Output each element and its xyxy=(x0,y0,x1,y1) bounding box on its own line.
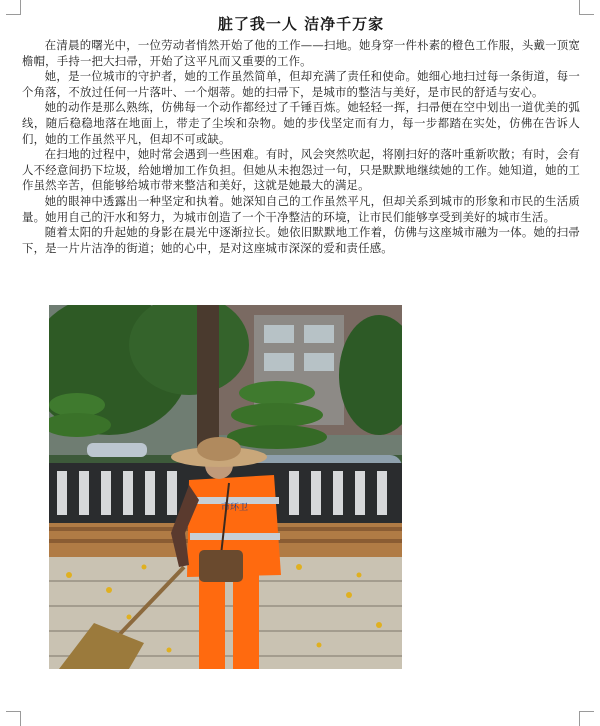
street-sweeper-photo xyxy=(49,305,402,669)
crop-mark-top-right xyxy=(579,0,594,15)
article-paragraph: 她的眼神中透露出一种坚定和执着。她深知自己的工作虽然平凡，但却关系到城市的形象和市民的生活质量。她用自己的汗水和努力，为城市创造了一个干净整洁的环境，让市民们能够享受到美好的城市生活。 xyxy=(22,193,580,224)
article-title: 脏了我一人 洁净千万家 xyxy=(217,15,385,33)
article-paragraph: 在清晨的曙光中，一位劳动者悄然开始了他的工作——扫地。她身穿一件朴素的橙色工作服，头戴一顶宽檐帽，手持一把大扫帚，开始了这平凡而又重要的工作。 xyxy=(22,38,580,68)
crop-mark-bottom-right xyxy=(579,711,594,726)
article-paragraph: 她的动作是那么熟练，仿佛每一个动作都经过了千锤百炼。她轻轻一挥，扫帚便在空中划出一道优美的弧线，随后稳稳地落在地面上，带走了尘埃和杂物。她的步伐坚定而有力，每一步都踏在实处，仿佛在告诉人们，她的工作虽然平凡，但却不可或缺。 xyxy=(22,100,580,146)
article-paragraph: 她，是一位城市的守护者，她的工作虽然简单，但却充满了责任和使命。她细心地扫过每一条街道，每一个角落，不放过任何一片落叶、一个烟蒂。她的扫帚下，是城市的整洁与美好，是市民的舒适与安心。 xyxy=(22,69,580,99)
crop-mark-top-left xyxy=(6,0,21,15)
article-paragraph: 在扫地的过程中，她时常会遇到一些困难。有时，风会突然吹起，将刚扫好的落叶重新吹散；有时，会有人不经意间扔下垃圾，给她增加工作负担。但她从未抱怨过一句，只是默默地继续她的工作。她知道，她的工作虽然辛苦，但能够给城市带来整洁和美好，这就是她最大的满足。 xyxy=(22,147,580,193)
article xyxy=(22,14,580,256)
svg-text:市环卫: 市环卫 xyxy=(221,503,249,513)
crop-mark-bottom-left xyxy=(6,711,21,726)
article-paragraph: 随着太阳的升起她的身影在晨光中逐渐拉长。她依旧默默地工作着，仿佛与这座城市融为一体。她的扫帚下，是一片片洁净的街道；她的心中，是对这座城市深深的爱和责任感。 xyxy=(22,225,580,255)
